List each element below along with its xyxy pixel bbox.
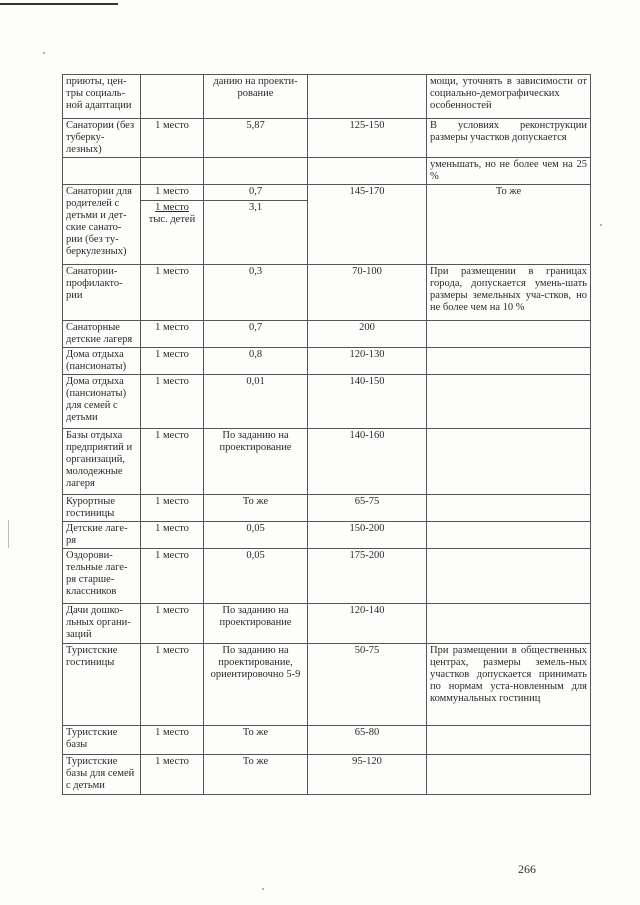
area-cell	[308, 158, 427, 185]
note-cell	[427, 348, 591, 375]
area-cell: 120-140	[308, 604, 427, 644]
unit-cell: 1 место	[141, 604, 204, 644]
facility-cell: Курортные гостиницы	[63, 495, 141, 522]
note-cell	[427, 755, 591, 795]
unit-cell: 1 место	[141, 429, 204, 495]
facility-cell: Базы отдыха предприятий и организаций, молодежные лагеря	[63, 429, 141, 495]
scan-speck	[43, 52, 45, 54]
table-row	[63, 158, 591, 185]
table-row	[63, 495, 591, 522]
unit-value: 1 место	[155, 202, 189, 213]
capacity-cell: То же	[204, 726, 308, 755]
facility-cell: Детские лаге-ря	[63, 522, 141, 549]
capacity-cell: данию на проекти-рование	[204, 75, 308, 119]
norms-table	[62, 74, 591, 795]
unit-cell: 1 место	[141, 321, 204, 348]
note-cell: При размещении в границах города, допускается умень-шать размеры земельных уча-стков, но не более чем на 10 %	[427, 265, 591, 321]
note-cell	[427, 522, 591, 549]
area-cell: 200	[308, 321, 427, 348]
facility-cell: Санатории (без туберку-лезных)	[63, 119, 141, 158]
facility-cell: приюты, цен-тры социаль-ной адаптации	[63, 75, 141, 119]
note-cell	[427, 604, 591, 644]
area-cell: 140-150	[308, 375, 427, 429]
note-cell: мощи, уточнять в зависимости от социально-демографических особенностей	[427, 75, 591, 119]
table-row	[63, 644, 591, 726]
table-row	[63, 604, 591, 644]
area-cell: 65-75	[308, 495, 427, 522]
area-cell: 175-200	[308, 549, 427, 604]
capacity-cell	[204, 185, 308, 265]
note-cell	[427, 375, 591, 429]
scan-top-rule	[0, 3, 118, 5]
unit-cell: 1 место	[141, 375, 204, 429]
table-row	[63, 755, 591, 795]
capacity-cell: 5,87	[204, 119, 308, 158]
note-cell	[427, 726, 591, 755]
unit-cell	[141, 158, 204, 185]
unit-cell: 1 место	[141, 348, 204, 375]
facility-cell	[63, 158, 141, 185]
note-cell: При размещении в общественных центрах, размеры земель-ных участков допускается принимать по нормам уста-новленным для коммунальных гостиниц	[427, 644, 591, 726]
unit-cell: 1 место	[141, 495, 204, 522]
unit-cell: 1 место	[141, 726, 204, 755]
note-cell: В условиях реконструкции размеры участков допускается	[427, 119, 591, 158]
scan-speck	[262, 888, 264, 890]
page-number: 266	[518, 862, 536, 876]
note-cell	[427, 495, 591, 522]
capacity-cell: По заданию на проектирование	[204, 429, 308, 495]
table-row	[63, 348, 591, 375]
facility-cell: Дома отдыха (пансионаты) для семей с детьми	[63, 375, 141, 429]
facility-cell: Дачи дошко-льных органи-заций	[63, 604, 141, 644]
unit-cell	[141, 75, 204, 119]
unit-cell	[141, 185, 204, 265]
facility-cell: Туристские базы	[63, 726, 141, 755]
table-row	[63, 375, 591, 429]
facility-cell: Туристские базы для семей с детьми	[63, 755, 141, 795]
capacity-cell: 0,8	[204, 348, 308, 375]
note-cell	[427, 321, 591, 348]
facility-cell: Санатории-профилакто-рии	[63, 265, 141, 321]
capacity-cell: По заданию на проектирование, ориентировочно 5-9	[204, 644, 308, 726]
area-cell: 50-75	[308, 644, 427, 726]
table-row	[63, 522, 591, 549]
capacity-subcell: 3,1	[204, 200, 307, 214]
area-cell: 65-80	[308, 726, 427, 755]
unit-subcell	[141, 200, 203, 226]
capacity-cell: 0,3	[204, 265, 308, 321]
unit-cell: 1 место	[141, 644, 204, 726]
capacity-value: 0,7	[248, 186, 263, 197]
facility-cell: Дома отдыха (пансионаты)	[63, 348, 141, 375]
capacity-cell: То же	[204, 755, 308, 795]
note-cell: То же	[427, 185, 591, 265]
capacity-cell: 0,7	[204, 321, 308, 348]
unit-cell: 1 место	[141, 755, 204, 795]
note-cell	[427, 549, 591, 604]
note-cell	[427, 429, 591, 495]
note-cell: уменьшать, но не более чем на 25 %	[427, 158, 591, 185]
facility-cell: Туристские гостиницы	[63, 644, 141, 726]
unit-cell: 1 место	[141, 522, 204, 549]
area-cell: 125-150	[308, 119, 427, 158]
table-row	[63, 429, 591, 495]
table-row	[63, 119, 591, 158]
table-row	[63, 321, 591, 348]
table-row	[63, 549, 591, 604]
area-cell: 140-160	[308, 429, 427, 495]
table-row	[63, 265, 591, 321]
scan-speck	[600, 224, 602, 226]
facility-cell: Санатории для родителей с детьми и дет-ские санато-рии (без ту-беркулезных)	[63, 185, 141, 265]
capacity-cell: То же	[204, 495, 308, 522]
unit-cell: 1 место	[141, 265, 204, 321]
area-cell: 150-200	[308, 522, 427, 549]
unit-value: тыс. детей	[148, 214, 196, 225]
unit-cell: 1 место	[141, 549, 204, 604]
capacity-cell: 0,01	[204, 375, 308, 429]
area-cell: 70-100	[308, 265, 427, 321]
unit-value: 1 место	[155, 186, 189, 197]
unit-cell: 1 место	[141, 119, 204, 158]
area-cell: 145-170	[308, 185, 427, 265]
facility-cell: Санаторные детские лагеря	[63, 321, 141, 348]
area-cell: 95-120	[308, 755, 427, 795]
facility-cell: Оздорови-тельные лаге-ря старше-классников	[63, 549, 141, 604]
capacity-cell: По заданию на проектирование	[204, 604, 308, 644]
area-cell	[308, 75, 427, 119]
scan-edge-mark	[8, 520, 9, 548]
capacity-cell	[204, 158, 308, 185]
table-row	[63, 726, 591, 755]
capacity-cell: 0,05	[204, 522, 308, 549]
area-cell: 120-130	[308, 348, 427, 375]
table-row	[63, 75, 591, 119]
table-row	[63, 185, 591, 265]
capacity-cell: 0,05	[204, 549, 308, 604]
